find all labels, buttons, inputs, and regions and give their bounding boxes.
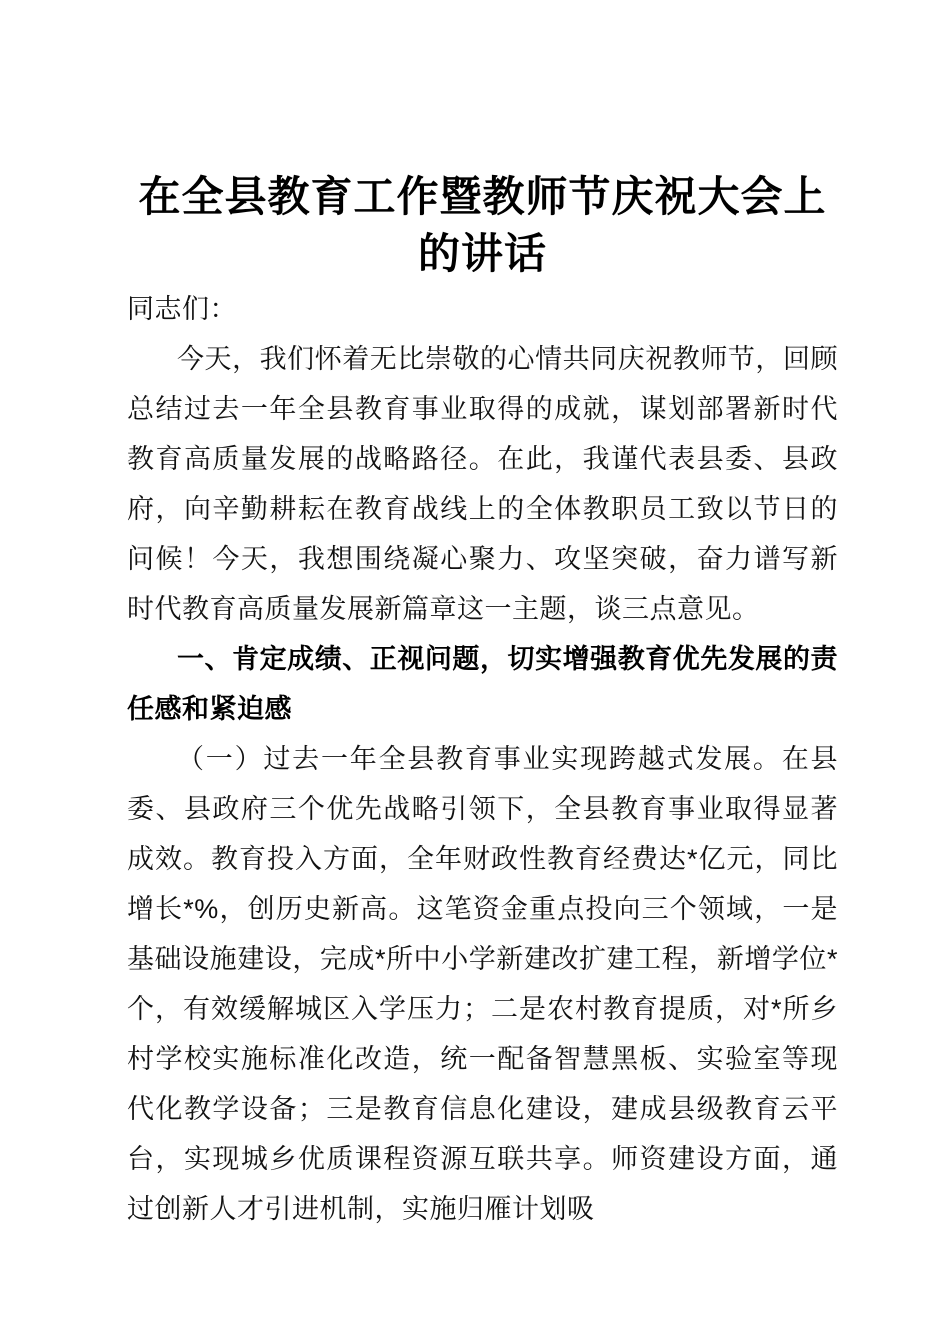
salutation-line: 同志们： (127, 294, 237, 324)
paragraph-opening: 今天，我们怀着无比崇敬的心情共同庆祝教师节，回顾总结过去一年全县教育事业取得的成就，谋划部署新时代教育高质量发展的战略路径。在此，我谨代表县委、县政府，向辛勤耕耘在教育战线上的全体教职员工致以节日的问候！今天，我想围绕凝心聚力、攻坚突破，奋力谱写新时代教育高质量发展新篇章这一主题，谈三点意见。 (127, 344, 838, 624)
document-title: 在全县教育工作暨教师节庆祝大会上的讲话 (138, 175, 827, 278)
paragraph-achievements: （一）过去一年全县教育事业实现跨越式发展。在县委、县政府三个优先战略引领下，全县教育事业取得显著成效。教育投入方面，全年财政性教育经费达*亿元，同比增长*%，创历史新高。这笔资金重点投向三个领域，一是基础设施建设，完成*所中小学新建改扩建工程，新增学位*个，有效缓解城区入学压力；二是农村教育提质，对*所乡村学校实施标准化改造，统一配备智慧黑板、实验室等现代化教学设备；三是教育信息化建设，建成县级教育云平台，实现城乡优质课程资源互联共享。师资建设方面，通过创新人才引进机制，实施归雁计划吸 (127, 744, 838, 1224)
section-heading-1: 一、肯定成绩、正视问题，切实增强教育优先发展的责任感和紧迫感 (127, 644, 838, 724)
